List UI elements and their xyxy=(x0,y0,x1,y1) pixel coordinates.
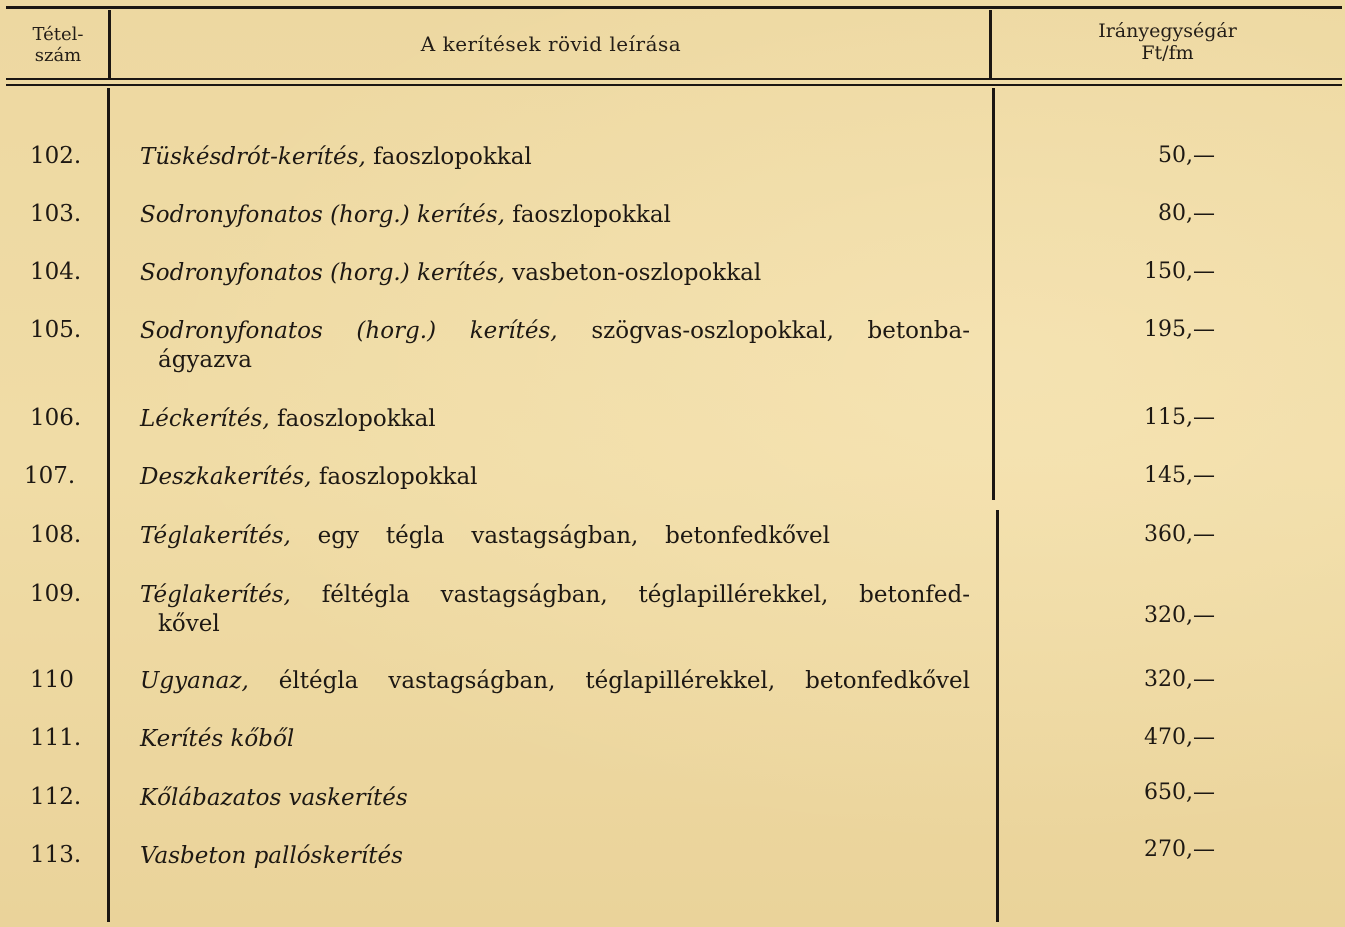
item-title: Tüskésdrót-kerítés, xyxy=(140,144,366,170)
item-price: 360,— xyxy=(1144,522,1215,547)
item-price: 50,— xyxy=(1158,143,1215,168)
top-border xyxy=(6,6,1342,9)
item-price: 270,— xyxy=(1144,837,1215,862)
item-number: 106. xyxy=(30,405,82,431)
item-price: 650,— xyxy=(1144,780,1215,805)
column-divider-right-lower xyxy=(996,510,999,922)
item-detail: éltégla vastagságban, téglapillérekkel, betonfedkővel xyxy=(278,668,970,694)
item-title: Ugyanaz, xyxy=(140,668,249,694)
header-price-line2: Ft/fm xyxy=(1141,42,1194,64)
item-detail: egy tégla vastagságban, betonfedkővel xyxy=(317,523,830,549)
item-price: 195,— xyxy=(1144,317,1215,342)
header-number-column xyxy=(12,24,104,66)
item-price: 320,— xyxy=(1144,667,1215,692)
item-detail-continuation: ágyazva xyxy=(158,347,252,373)
item-price: 320,— xyxy=(1144,603,1215,628)
item-number: 107. xyxy=(24,463,76,489)
item-number: 111. xyxy=(30,725,82,751)
item-title: Téglakerítés, xyxy=(140,523,291,549)
item-description xyxy=(140,405,970,434)
item-title: Vasbeton pallóskerítés xyxy=(140,843,403,869)
column-divider-right-upper xyxy=(992,88,995,500)
header-number-line1: Tétel- xyxy=(32,24,84,45)
item-price: 80,— xyxy=(1158,201,1215,226)
item-description xyxy=(140,201,970,230)
item-price: 150,— xyxy=(1144,259,1215,284)
item-number: 110 xyxy=(30,667,74,693)
item-title: Sodronyfonatos (horg.) kerítés, xyxy=(140,202,505,228)
header-description-column: A kerítések rövid leírása xyxy=(420,32,682,56)
header-number-line2: szám xyxy=(34,45,82,66)
item-description xyxy=(140,463,970,492)
item-description xyxy=(140,725,970,754)
item-title: Léckerítés, xyxy=(140,406,270,432)
item-price: 470,— xyxy=(1144,725,1215,750)
item-detail: szögvas-oszlopokkal, betonba- xyxy=(591,318,971,344)
item-detail: faoszlopokkal xyxy=(276,406,436,432)
item-description xyxy=(140,842,970,871)
item-description xyxy=(140,317,970,375)
item-number: 103. xyxy=(30,201,82,227)
item-description xyxy=(140,667,970,696)
item-description xyxy=(140,784,970,813)
item-title: Kőlábazatos vaskerítés xyxy=(140,785,408,811)
item-price: 115,— xyxy=(1144,405,1215,430)
item-description xyxy=(140,522,830,551)
item-title: Deszkakerítés, xyxy=(140,464,312,490)
column-divider-left xyxy=(107,88,110,922)
header-divider-left xyxy=(108,10,111,80)
item-number: 108. xyxy=(30,522,82,548)
item-title: Kerítés kőből xyxy=(140,726,295,752)
item-description xyxy=(140,581,970,639)
item-number: 113. xyxy=(30,842,82,868)
header-price-line1: Irányegységár xyxy=(1098,20,1237,42)
item-detail: faoszlopokkal xyxy=(512,202,671,228)
header-bottom-border-second xyxy=(6,84,1342,86)
item-detail: faoszlopokkal xyxy=(318,464,478,490)
item-description xyxy=(140,143,970,172)
item-detail: faoszlopokkal xyxy=(373,144,532,170)
item-number: 109. xyxy=(30,581,82,607)
item-description xyxy=(140,259,970,288)
item-detail: vasbeton-oszlopokkal xyxy=(512,260,762,286)
item-title: Téglakerítés, xyxy=(140,582,291,608)
item-number: 112. xyxy=(30,784,82,810)
item-number: 102. xyxy=(30,143,82,169)
item-title: Sodronyfonatos (horg.) kerítés, xyxy=(140,318,558,344)
item-detail-continuation: kővel xyxy=(158,611,220,637)
item-detail: féltégla vastagságban, téglapillérekkel, betonfed- xyxy=(321,582,970,608)
header-bottom-border xyxy=(6,78,1342,80)
item-price: 145,— xyxy=(1144,463,1215,488)
header-price-column xyxy=(995,20,1340,64)
item-number: 104. xyxy=(30,259,82,285)
item-title: Sodronyfonatos (horg.) kerítés, xyxy=(140,260,505,286)
item-number: 105. xyxy=(30,317,82,343)
